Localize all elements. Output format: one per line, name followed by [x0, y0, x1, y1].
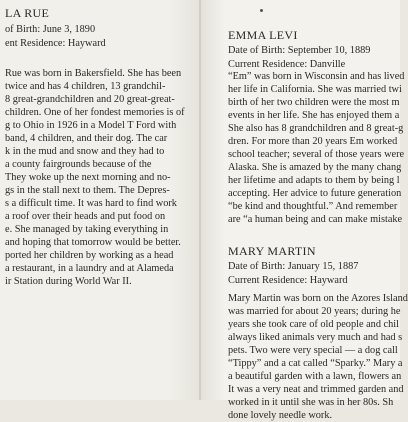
bio-line: a restaurant, in a laundry and at Alameda — [5, 263, 174, 274]
bio-line: pets. Two were very special — a dog call — [228, 345, 398, 356]
birth-date: Date of Birth: September 10, 1889 — [228, 45, 371, 56]
bio-line: k in the mud and snow and they had to — [5, 146, 165, 157]
bio-line: “Tippy” and a cat called “Sparky.” Mary a — [228, 358, 403, 369]
bio-line: She also has 8 grandchildren and 8 great-g — [228, 123, 404, 134]
bio-line: a county fairgrounds because of the — [5, 159, 152, 170]
bio-line: gs in the stall next to them. The Depres- — [5, 185, 170, 196]
bio-line: g to Ohio in 1926 in a Model T Ford with — [5, 120, 177, 131]
bio-line: worked in it until she was in her 80s. Sh — [228, 397, 394, 408]
bio-line: s a difficult time. It was hard to find work — [5, 198, 177, 209]
current-residence: Current Residence: Hayward — [228, 274, 348, 286]
biography — [228, 292, 408, 422]
bio-line: her lifetime and adapts to them by being l — [228, 175, 400, 186]
entry-name: MARY MARTIN — [228, 244, 316, 258]
bio-line: “Em” was born in Wisconsin and has lived — [228, 71, 405, 82]
current-residence: ent Residence: Hayward — [5, 37, 106, 49]
bio-line: twice and has 4 children, 13 grandchil- — [5, 81, 166, 92]
bio-line: birth of her two children were the most m — [228, 97, 400, 108]
bio-line: years she took care of old people and chil — [228, 319, 399, 330]
bio-line: was married for about 20 years; during he — [228, 306, 401, 317]
bio-line: children. One of her fondest memories is of — [5, 107, 185, 118]
page-mark — [260, 9, 263, 12]
biography — [228, 70, 404, 226]
entry-meta — [228, 44, 370, 71]
bio-line: Rue was born in Bakersfield. She has been — [5, 68, 182, 79]
bio-line: always liked animals very much and had s — [228, 332, 403, 343]
birth-date: Date of Birth: January 15, 1887 — [228, 261, 359, 272]
bio-line: her life in California. She was married twi — [228, 84, 402, 95]
bio-line: “be kind and thoughtful.” And remember — [228, 201, 398, 212]
bio-line: and hoping that tomorrow would be better. — [5, 237, 181, 248]
bio-line: ported her children by working as a head — [5, 250, 174, 261]
biography — [5, 67, 185, 288]
bio-line: Mary Martin was born on the Azores Island — [228, 293, 408, 304]
bio-line: a roof over their heads and put food on — [5, 211, 166, 222]
current-residence: Current Residence: Danville — [228, 58, 346, 70]
bio-line: done lovely needle work. — [228, 410, 333, 421]
bio-line: Alaska. She is amazed by the many chang — [228, 162, 402, 173]
bio-line: It was a very neat and trimmed garden and — [228, 384, 404, 395]
bio-line: events in her life. She has enjoyed them a — [228, 110, 400, 121]
left-page — [0, 0, 199, 400]
bio-line: e. She managed by taking everything in — [5, 224, 169, 235]
birth-date: of Birth: June 3, 1890 — [5, 24, 96, 35]
entry-meta — [5, 23, 106, 50]
bio-line: school teacher; several of those years were — [228, 149, 405, 160]
bio-line: band, 4 children, and their dog. The car — [5, 133, 168, 144]
right-page — [201, 0, 408, 421]
entry-meta — [228, 260, 358, 287]
entry-name: EMMA LEVI — [228, 28, 298, 42]
bio-line: a beautiful garden with a lawn, flowers an — [228, 371, 402, 382]
bio-line: dren. For more than 20 years Em worked — [228, 136, 398, 147]
bio-line: They woke up the next morning and no- — [5, 172, 171, 183]
entry-name: LA RUE — [5, 6, 50, 20]
bio-line: 8 great-grandchildren and 20 great-great- — [5, 94, 175, 105]
bio-line: ir Station during World War II. — [5, 276, 132, 287]
bio-line: are “a human being and can make mistake — [228, 214, 403, 225]
bio-line: accepting. Her advice to future generation — [228, 188, 402, 199]
